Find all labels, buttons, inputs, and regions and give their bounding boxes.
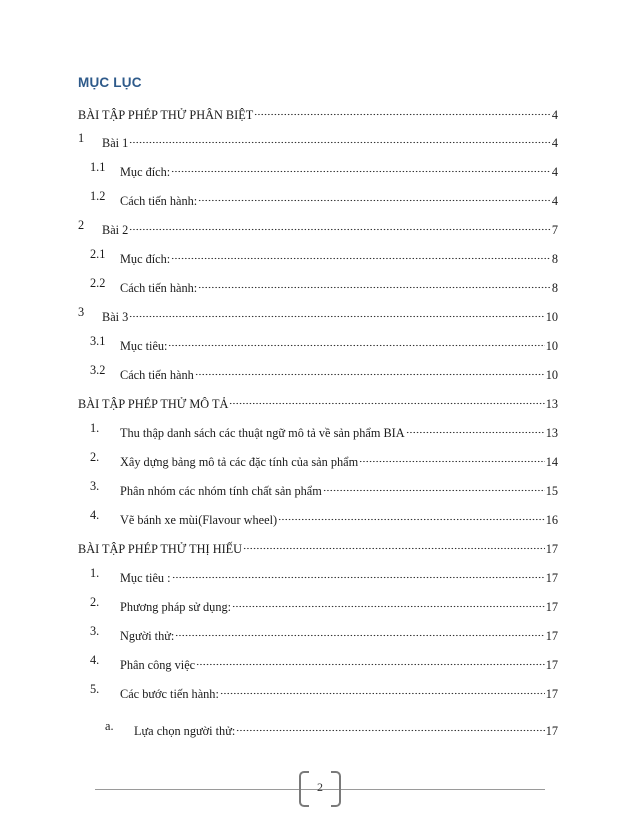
- toc-entry-number: 2.1: [90, 247, 106, 261]
- toc-entry-text: Vẽ bánh xe mùi(Flavour wheel): [120, 513, 278, 527]
- toc-entry-text: Mục tiêu:: [120, 339, 168, 353]
- toc-entry-page: 17: [545, 542, 558, 556]
- dot-leader: [406, 419, 545, 437]
- toc-entry-page: 17: [545, 629, 558, 643]
- toc-entry[interactable]: [78, 651, 558, 672]
- toc-entry-text: Lựa chọn người thử:: [134, 724, 236, 738]
- toc-entry-number: 3.: [90, 624, 100, 638]
- toc-entry-number: 1.2: [90, 189, 106, 203]
- toc-entry[interactable]: [78, 361, 558, 382]
- toc-entry-text: Cách tiến hành: [120, 368, 194, 382]
- dot-leader: [236, 717, 544, 735]
- toc-entry-page: 13: [545, 426, 558, 440]
- dot-leader: [278, 506, 545, 524]
- toc-entry-number: a.: [105, 719, 114, 733]
- dot-leader: [359, 448, 545, 466]
- toc-entry[interactable]: [78, 506, 558, 527]
- toc-entry-page: 14: [545, 455, 558, 469]
- toc-entry-page: 17: [545, 687, 558, 701]
- toc-entry-page: 10: [545, 310, 558, 324]
- dot-leader: [129, 216, 551, 234]
- toc-entry-page: 4: [551, 108, 558, 122]
- toc-title: MỤC LỤC: [78, 75, 142, 90]
- toc-entry[interactable]: [78, 187, 558, 208]
- toc-entry-number: 1.: [90, 421, 100, 435]
- toc-entry-page: 10: [545, 339, 558, 353]
- toc-entry[interactable]: [78, 245, 558, 266]
- dot-leader: [196, 651, 545, 669]
- toc-entry-text: Bài 3: [102, 310, 129, 324]
- toc-entry[interactable]: [78, 564, 558, 585]
- dot-leader: [323, 477, 545, 495]
- toc-entry[interactable]: [78, 274, 558, 295]
- dot-leader: [198, 187, 551, 205]
- toc-entry-number: 4.: [90, 508, 100, 522]
- toc-entry-text: Xây dựng bảng mô tả các đặc tính của sản phẩm: [120, 455, 359, 469]
- toc-entry[interactable]: [78, 622, 558, 643]
- toc-entry[interactable]: [78, 101, 558, 122]
- toc-entry-page: 10: [545, 368, 558, 382]
- toc-entry[interactable]: [78, 419, 558, 440]
- toc-entry-page: 17: [545, 571, 558, 585]
- dot-leader: [198, 274, 551, 292]
- toc-entry-number: 2.: [90, 450, 100, 464]
- dot-leader: [171, 158, 551, 176]
- dot-leader: [232, 593, 545, 611]
- toc-entry-text: BÀI TẬP PHÉP THỬ PHÂN BIỆT: [78, 108, 254, 122]
- toc-entry-number: 3.: [90, 479, 100, 493]
- toc-entry-number: 5.: [90, 682, 100, 696]
- dot-leader: [172, 564, 545, 582]
- page-number-box: [299, 771, 341, 805]
- toc-entry-text: Phân công việc: [120, 658, 196, 672]
- toc-entry-text: Thu thập danh sách các thuật ngữ mô tả về sản phẩm BIA: [120, 426, 405, 440]
- toc-entry-page: 4: [551, 194, 558, 208]
- toc-entry-text: Cách tiến hành:: [120, 281, 198, 295]
- toc-entry[interactable]: [78, 680, 558, 701]
- toc-entry-page: 17: [545, 658, 558, 672]
- toc-entry-page: 17: [545, 600, 558, 614]
- toc-entry[interactable]: [78, 303, 558, 324]
- toc-entry[interactable]: [78, 216, 558, 237]
- toc-entry[interactable]: [78, 390, 558, 411]
- dot-leader: [129, 129, 551, 147]
- toc-entry-page: 16: [545, 513, 558, 527]
- dot-leader: [195, 361, 545, 379]
- dot-leader: [220, 680, 545, 698]
- toc-entry-page: 4: [551, 136, 558, 150]
- toc-entry-text: Mục đích:: [120, 165, 171, 179]
- toc-entry-text: BÀI TẬP PHÉP THỬ THỊ HIẾU: [78, 542, 243, 556]
- toc-entry[interactable]: [78, 717, 558, 738]
- dot-leader: [168, 332, 544, 350]
- toc-entry-text: Mục đích:: [120, 252, 171, 266]
- toc-entry[interactable]: [78, 448, 558, 469]
- dot-leader: [171, 245, 551, 263]
- page-number: 2: [317, 780, 323, 794]
- toc-entry[interactable]: [78, 332, 558, 353]
- dot-leader: [229, 390, 544, 408]
- toc-entry-number: 2.2: [90, 276, 106, 290]
- toc-entry[interactable]: [78, 158, 558, 179]
- toc-entry-page: 17: [545, 724, 558, 738]
- toc-entry[interactable]: [78, 535, 558, 556]
- toc-entry[interactable]: [78, 593, 558, 614]
- toc-entry-text: Mục tiêu :: [120, 571, 171, 585]
- toc-entry-text: Bài 1: [102, 136, 129, 150]
- toc-entry-number: 3.1: [90, 334, 106, 348]
- toc-entry-page: 8: [551, 252, 558, 266]
- toc-entry-page: 15: [545, 484, 558, 498]
- toc-entry-number: 3.2: [90, 363, 106, 377]
- toc-entry-number: 1.: [90, 566, 100, 580]
- toc-entry-number: 1.1: [90, 160, 106, 174]
- dot-leader: [243, 535, 545, 553]
- toc-entry-text: Các bước tiến hành:: [120, 687, 219, 701]
- toc-entry[interactable]: [78, 129, 558, 150]
- toc-entry-text: Người thử:: [120, 629, 175, 643]
- toc-entry-page: 4: [551, 165, 558, 179]
- toc-entry-number: 1: [78, 131, 85, 145]
- toc-entry-number: 2: [78, 218, 85, 232]
- toc-entry-number: 4.: [90, 653, 100, 667]
- dot-leader: [129, 303, 544, 321]
- toc-entry[interactable]: [78, 477, 558, 498]
- toc-entry-page: 13: [545, 397, 558, 411]
- toc-entry-text: Bài 2: [102, 223, 129, 237]
- dot-leader: [175, 622, 544, 640]
- toc-entry-page: 7: [551, 223, 558, 237]
- toc-entry-page: 8: [551, 281, 558, 295]
- toc-entry-text: Cách tiến hành:: [120, 194, 198, 208]
- toc-entry-text: Phương pháp sử dụng:: [120, 600, 232, 614]
- toc-entry-text: BÀI TẬP PHÉP THỬ MÔ TẢ: [78, 397, 229, 411]
- toc-entry-text: Phân nhóm các nhóm tính chất sản phẩm: [120, 484, 322, 498]
- toc-entry-number: 2.: [90, 595, 100, 609]
- dot-leader: [254, 101, 551, 119]
- toc-entry-number: 3: [78, 305, 85, 319]
